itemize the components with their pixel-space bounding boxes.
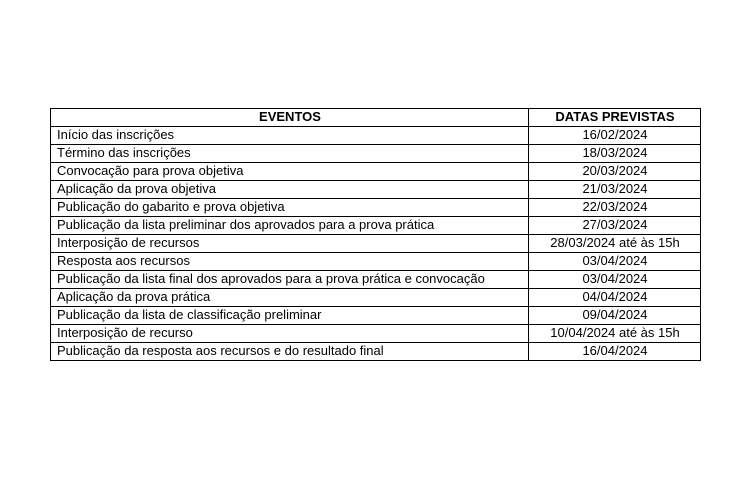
event-cell: Aplicação da prova objetiva xyxy=(51,181,529,199)
table-row xyxy=(51,181,701,199)
date-cell: 16/02/2024 xyxy=(529,127,701,145)
date-cell: 03/04/2024 xyxy=(529,253,701,271)
event-cell: Publicação do gabarito e prova objetiva xyxy=(51,199,529,217)
date-cell: 28/03/2024 até às 15h xyxy=(529,235,701,253)
table-row xyxy=(51,145,701,163)
event-cell: Publicação da lista de classificação preliminar xyxy=(51,307,529,325)
date-cell: 18/03/2024 xyxy=(529,145,701,163)
table-row xyxy=(51,217,701,235)
table-header xyxy=(51,109,701,127)
event-cell: Publicação da lista preliminar dos aprovados para a prova prática xyxy=(51,217,529,235)
header-row xyxy=(51,109,701,127)
date-cell: 10/04/2024 até às 15h xyxy=(529,325,701,343)
event-cell: Interposição de recurso xyxy=(51,325,529,343)
header-dates: DATAS PREVISTAS xyxy=(529,109,701,127)
date-cell: 20/03/2024 xyxy=(529,163,701,181)
header-events: EVENTOS xyxy=(51,109,529,127)
date-cell: 27/03/2024 xyxy=(529,217,701,235)
table-row xyxy=(51,253,701,271)
date-cell: 04/04/2024 xyxy=(529,289,701,307)
table-row xyxy=(51,343,701,361)
table-row xyxy=(51,289,701,307)
event-cell: Interposição de recursos xyxy=(51,235,529,253)
table-row xyxy=(51,235,701,253)
event-cell: Publicação da lista final dos aprovados para a prova prática e convocação xyxy=(51,271,529,289)
events-schedule-table xyxy=(50,108,701,361)
date-cell: 22/03/2024 xyxy=(529,199,701,217)
table-row xyxy=(51,163,701,181)
date-cell: 21/03/2024 xyxy=(529,181,701,199)
table-row xyxy=(51,325,701,343)
event-cell: Início das inscrições xyxy=(51,127,529,145)
table-row xyxy=(51,307,701,325)
event-cell: Resposta aos recursos xyxy=(51,253,529,271)
date-cell: 09/04/2024 xyxy=(529,307,701,325)
table-row xyxy=(51,199,701,217)
table-body xyxy=(51,127,701,361)
event-cell: Publicação da resposta aos recursos e do resultado final xyxy=(51,343,529,361)
table-row xyxy=(51,271,701,289)
event-cell: Convocação para prova objetiva xyxy=(51,163,529,181)
date-cell: 16/04/2024 xyxy=(529,343,701,361)
event-cell: Aplicação da prova prática xyxy=(51,289,529,307)
event-cell: Término das inscrições xyxy=(51,145,529,163)
table-row xyxy=(51,127,701,145)
date-cell: 03/04/2024 xyxy=(529,271,701,289)
